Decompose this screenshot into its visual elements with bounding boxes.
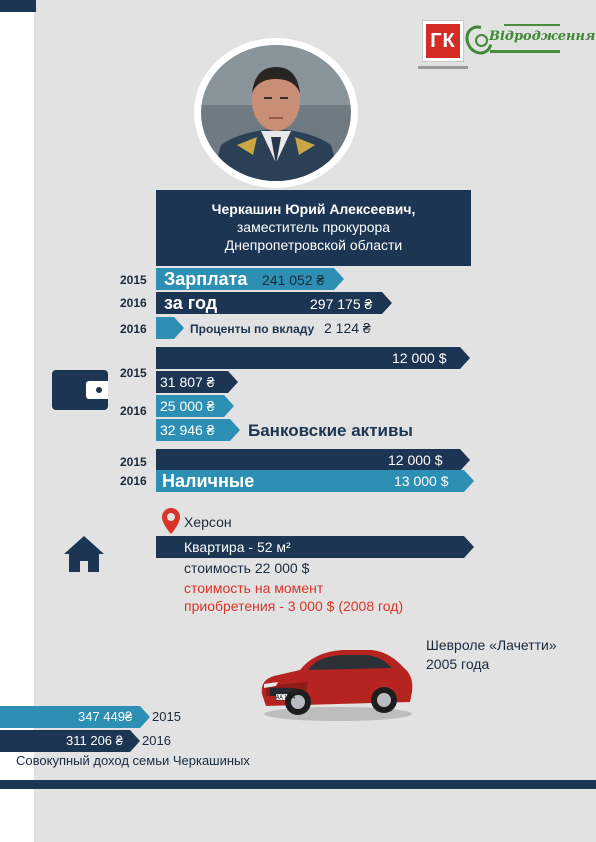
cash-year-2015: 2015 xyxy=(120,455,147,469)
vidrodzhennya-logo xyxy=(466,22,596,62)
family-income-year-2015: 2015 xyxy=(152,709,181,724)
gk-logo-text: ГК xyxy=(430,29,456,52)
family-income-year-2016: 2016 xyxy=(142,733,171,748)
interest-value: 2 124 ₴ xyxy=(324,320,371,336)
interest-label: Проценты по вкладу xyxy=(190,322,315,336)
cash-year-2016: 2016 xyxy=(120,474,147,488)
portrait-frame xyxy=(194,38,358,188)
car-plate-text: АА 1234 xyxy=(276,695,296,701)
family-income-caption: Совокупный доход семьи Черкашиных xyxy=(16,753,250,768)
cash-section-title: Наличные xyxy=(162,471,255,491)
salary-value-2015: 241 052 ₴ xyxy=(262,272,325,288)
wallet-icon xyxy=(52,370,108,410)
car-year: 2005 года xyxy=(426,656,490,672)
family-income-value-2016: 311 206 ₴ xyxy=(66,733,123,748)
property-label: Квартира - 52 м² xyxy=(184,539,291,555)
bank-section-title: Банковские активы xyxy=(248,421,413,440)
bank-year-2015: 2015 xyxy=(120,366,147,380)
gk-logo xyxy=(423,21,463,61)
bank-value-4: 32 946 ₴ xyxy=(160,422,215,438)
person-position-line2: Днепропетровской области xyxy=(224,237,403,253)
salary-label-top: Зарплата xyxy=(164,269,248,289)
property-purchase-cost-line1: стоимость на момент xyxy=(184,580,324,596)
bank-value-1: 12 000 $ xyxy=(392,350,447,366)
person-name: Черкашин Юрий Алексеевич, xyxy=(211,201,416,217)
property-city: Херсон xyxy=(184,514,232,530)
interest-year: 2016 xyxy=(120,322,147,336)
vidrodzhennya-logo-text: Відродження xyxy=(489,29,596,44)
car-image xyxy=(256,636,416,722)
person-position-line1: заместитель прокурора xyxy=(236,219,391,235)
gk-logo-caption xyxy=(418,66,468,69)
salary-year-2015: 2015 xyxy=(120,273,147,287)
salary-value-2016: 297 175 ₴ xyxy=(310,296,373,312)
portrait-photo xyxy=(201,45,351,181)
bank-value-2: 31 807 ₴ xyxy=(160,374,215,390)
person-info-box xyxy=(156,190,471,266)
cash-value-2015: 12 000 $ xyxy=(388,452,443,468)
top-accent-strip xyxy=(0,0,36,12)
property-cost: стоимость 22 000 $ xyxy=(184,560,310,576)
bank-year-2016: 2016 xyxy=(120,404,147,418)
car-model: Шевроле «Лачетти» xyxy=(426,637,557,653)
family-income-value-2015: 347 449₴ xyxy=(78,709,133,724)
interest-bar xyxy=(156,317,174,339)
cash-value-2016: 13 000 $ xyxy=(394,473,449,489)
salary-year-2016: 2016 xyxy=(120,296,147,310)
bank-value-3: 25 000 ₴ xyxy=(160,398,215,414)
salary-label-bottom: за год xyxy=(164,293,218,313)
bottom-divider xyxy=(0,780,596,789)
location-pin-icon xyxy=(162,508,180,534)
property-purchase-cost-line2: приобретения - 3 000 $ (2008 год) xyxy=(184,598,404,614)
house-icon xyxy=(62,532,106,576)
